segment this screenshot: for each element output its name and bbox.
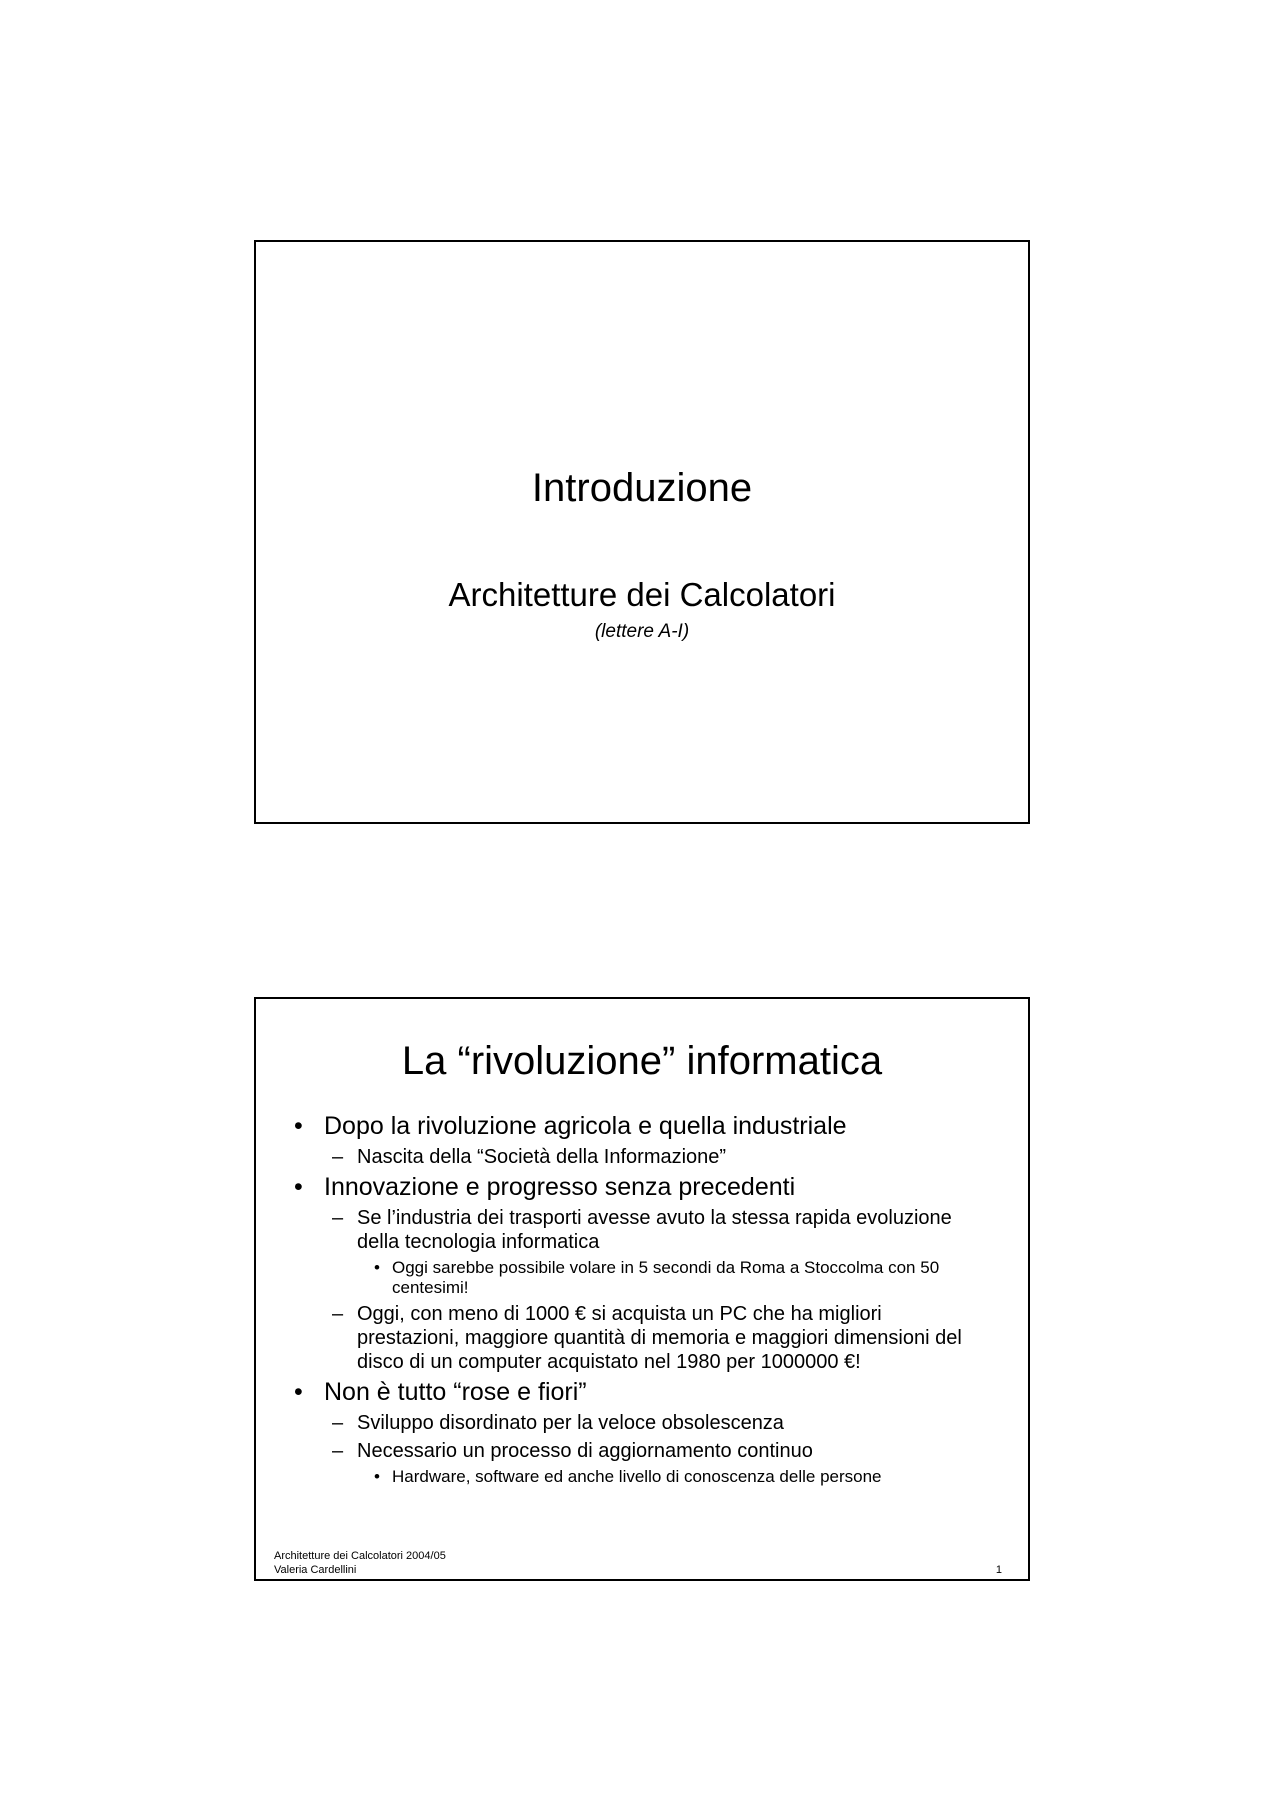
slide-title: Introduzione — [531, 466, 753, 510]
list-item-text: Hardware, software ed anche livello di conoscenza delle persone — [392, 1467, 882, 1486]
footer-course: Architetture dei Calcolatori 2004/05 — [274, 1550, 446, 1562]
list-item — [256, 1377, 1028, 1407]
bullet-icon: • — [294, 1112, 303, 1140]
bullet-icon: • — [374, 1467, 380, 1486]
slide-note: (lettere A-I) — [594, 621, 690, 642]
list-item-text: Oggi sarebbe possibile volare in 5 secondi da Roma a Stoccolma con 50 centesimi! — [392, 1258, 940, 1297]
list-item — [256, 1302, 1028, 1374]
list-item-text: Sviluppo disordinato per la veloce obsolescenza — [357, 1412, 784, 1434]
list-item-text: Innovazione e progresso senza precedenti — [324, 1173, 796, 1201]
list-item-text: Se l’industria dei trasporti avesse avuto la stessa rapida evoluzione della tecnologia informatica — [357, 1207, 952, 1253]
slide-intro — [254, 240, 1030, 824]
dash-icon: – — [332, 1303, 344, 1325]
slide-subtitle: Architetture dei Calcolatori — [448, 576, 836, 613]
dash-icon: – — [332, 1146, 344, 1168]
bullet-icon: • — [374, 1258, 380, 1277]
list-item — [256, 1439, 1028, 1463]
bullet-icon: • — [294, 1378, 303, 1406]
list-item — [256, 1206, 1028, 1254]
list-item — [256, 1145, 1028, 1169]
list-item-text: Oggi, con meno di 1000 € si acquista un PC che ha migliori prestazioni, maggiore quantità di memoria e maggiori dimensioni del disco di un computer acquistato nel 1980 per 1000000 €! — [357, 1303, 962, 1373]
list-item-text: Non è tutto “rose e fiori” — [324, 1378, 587, 1406]
dash-icon: – — [332, 1412, 344, 1434]
list-item-text: Dopo la rivoluzione agricola e quella industriale — [324, 1112, 847, 1140]
dash-icon: – — [332, 1440, 344, 1462]
list-item — [256, 1258, 1028, 1298]
list-item-text: Necessario un processo di aggiornamento continuo — [357, 1440, 813, 1462]
list-item — [256, 1111, 1028, 1141]
dash-icon: – — [332, 1207, 344, 1229]
slide-footer — [274, 1549, 446, 1577]
list-item — [256, 1172, 1028, 1202]
list-item — [256, 1467, 1028, 1487]
slide-rivoluzione — [254, 997, 1030, 1581]
slide-title: La “rivoluzione” informatica — [401, 1039, 883, 1083]
bullet-icon: • — [294, 1173, 303, 1201]
page-number: 1 — [995, 1564, 1002, 1576]
footer-author: Valeria Cardellini — [274, 1564, 357, 1576]
list-item — [256, 1411, 1028, 1435]
list-item-text: Nascita della “Società della Informazione” — [357, 1146, 727, 1168]
bullet-list — [256, 1108, 1028, 1487]
